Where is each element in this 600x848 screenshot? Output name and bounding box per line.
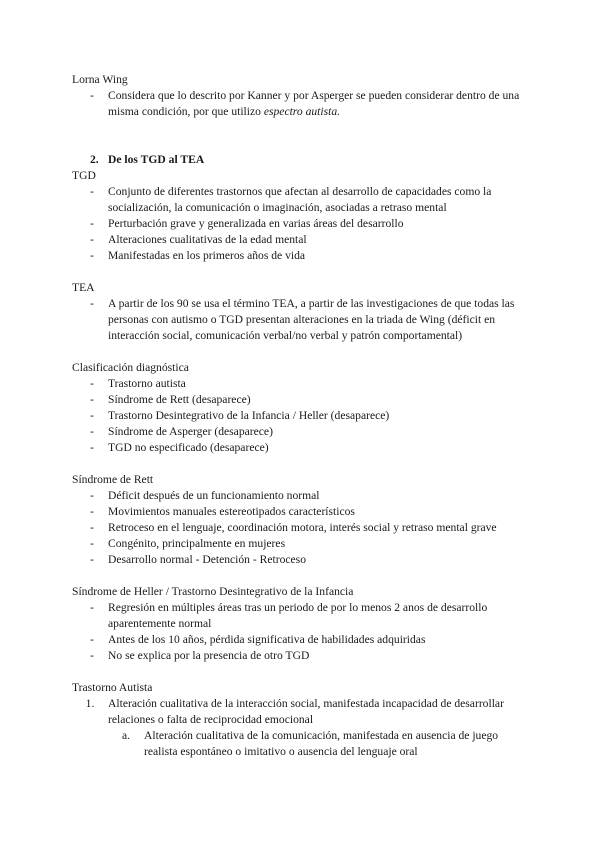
list-item: - Desarrollo normal - Detención - Retroceso [72,552,532,568]
list-tgd [72,184,532,264]
heading-heller: Síndrome de Heller / Trastorno Desintegrativo de la Infancia [72,585,354,598]
list-item: - Trastorno Desintegrativo de la Infancia / Heller (desaparece) [72,408,532,424]
heading-rett: Síndrome de Rett [72,473,154,486]
list-item: - Conjunto de diferentes trastornos que afectan al desarrollo de capacidades como la socialización, la comunicación o imaginación, asociadas a retraso mental [72,184,532,216]
list-item: - Perturbación grave y generalizada en varias áreas del desarrollo [72,216,532,232]
list-clasificacion [72,376,532,456]
heading-tea: TEA [72,281,95,294]
list-item: - No se explica por la presencia de otro TGD [72,648,532,664]
list-item: - Antes de los 10 años, pérdida significativa de habilidades adquiridas [72,632,532,648]
list-item: - Síndrome de Rett (desaparece) [72,392,532,408]
list-item: - Retroceso en el lenguaje, coordinación motora, interés social y retraso mental grave [72,520,532,536]
list-lorna-wing [72,88,524,120]
list-rett [72,488,532,568]
list-item: - A partir de los 90 se usa el término TEA, a partir de las investigaciones de que todas las personas con autismo o TGD presentan alteraciones en la triada de Wing (déficit en interacción social, comunicación verbal/no verbal y patrón comportamental) [72,296,532,344]
list-item: - Congénito, principalmente en mujeres [72,536,532,552]
list-item: - TGD no especificado (desaparece) [72,440,532,456]
list-item: - Considera que lo descrito por Kanner y por Asperger se pueden considerar dentro de una misma condición, por que utilizo espectro autista. [72,88,524,120]
list-item: - Déficit después de un funcionamiento normal [72,488,532,504]
section-title: 2. De los TGD al TEA [90,153,205,166]
list-item: - Movimientos manuales estereotipados característicos [72,504,532,520]
list-item: - Regresión en múltiples áreas tras un periodo de por lo menos 2 anos de desarrollo aparentemente normal [72,600,532,632]
heading-trastorno-autista: Trastorno Autista [72,681,153,694]
list-trastorno-autista [72,696,532,760]
heading-clasificacion: Clasificación diagnóstica [72,361,189,374]
list-item: - Trastorno autista [72,376,532,392]
list-heller [72,600,532,664]
list-item: 1. Alteración cualitativa de la interacción social, manifestada incapacidad de desarrollar relaciones o falta de reciprocidad emocional [85,697,504,726]
list-tea [72,296,532,344]
list-item: - Síndrome de Asperger (desaparece) [72,424,532,440]
list-item: - Manifestadas en los primeros años de vida [72,248,532,264]
heading-tgd: TGD [72,169,96,182]
heading-lorna-wing: Lorna Wing [72,73,128,86]
list-item: a. Alteración cualitativa de la comunicación, manifestada en ausencia de juego realista espontáneo o imitativo o ausencia del lenguaje oral [121,729,499,758]
list-item: - Alteraciones cualitativas de la edad mental [72,232,532,248]
